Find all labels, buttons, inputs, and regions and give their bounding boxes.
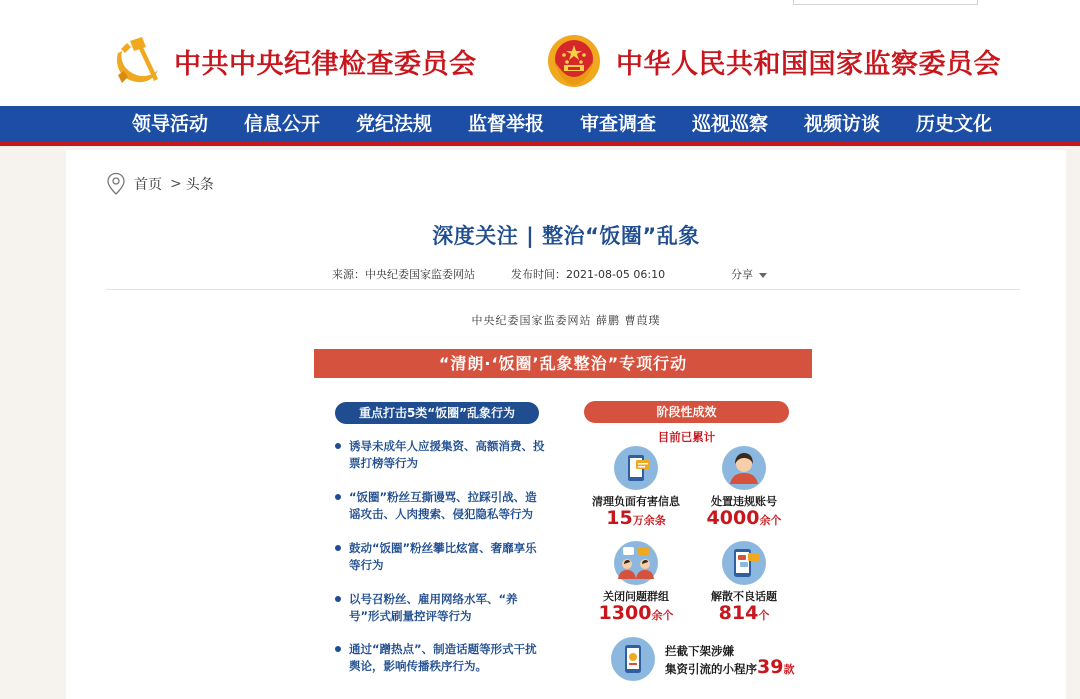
nsc-logo[interactable]	[546, 36, 1001, 86]
nav-list	[114, 106, 1010, 142]
divider	[106, 289, 1020, 290]
list-item: “饭圈”粉丝互撕谩骂、拉踩引战、造谣攻击、人肉搜索、侵犯隐私等行为	[333, 489, 548, 523]
infographic-right-header: 阶段性成效	[584, 401, 789, 423]
list-item: 通过“蹭热点”、制造话题等形式干扰舆论，影响传播秩序行为。	[333, 641, 548, 675]
stat-label: 解散不良话题	[711, 590, 777, 603]
nsc-title: 中华人民共和国国家监察委员会	[616, 48, 1001, 80]
nav-item-investigation[interactable]: 审查调查	[579, 113, 656, 135]
bullet-dot-icon	[335, 596, 341, 602]
bullet-dot-icon	[335, 494, 341, 500]
infographic-image	[314, 349, 812, 699]
stat-value: 39	[757, 656, 784, 678]
stat-last-text	[665, 643, 794, 678]
nav-item-info-disclosure[interactable]: 信息公开	[243, 113, 320, 135]
main-nav	[0, 106, 1080, 146]
user-avatar-icon	[722, 446, 766, 490]
stat-dissolved-topics	[684, 541, 804, 625]
stat-closed-groups	[576, 541, 696, 625]
stat-label: 清理负面有害信息	[592, 495, 680, 508]
article-byline: 中央纪委国家监委网站 薛鹏 曹葭璞	[471, 314, 661, 327]
national-emblem-icon	[546, 33, 602, 89]
stat-mini-programs	[611, 637, 811, 687]
nav-item-regulations[interactable]: 党纪法规	[355, 113, 432, 135]
stat-label: 关闭问题群组	[603, 590, 669, 603]
phone-message-icon	[614, 446, 658, 490]
stat-label: 处置违规账号	[711, 495, 777, 508]
breadcrumb-home[interactable]: 首页	[134, 177, 162, 193]
stat-cleaned-info	[576, 446, 696, 530]
stat-violating-accounts	[684, 446, 804, 530]
nav-item-video[interactable]: 视频访谈	[803, 113, 880, 135]
stat-value: 15万余条	[606, 507, 666, 529]
nav-item-history[interactable]: 历史文化	[915, 113, 992, 135]
article-title: 深度关注 | 整治“饭圈”乱象	[432, 224, 700, 248]
article-source: 来源：中央纪委国家监委网站	[332, 268, 475, 281]
infographic-left-header: 重点打击5类“饭圈”乱象行为	[335, 402, 539, 424]
party-emblem-icon	[108, 33, 164, 89]
site-header	[0, 0, 1080, 106]
infographic-subheader: 目前已累计	[657, 430, 716, 444]
share-button[interactable]	[731, 266, 767, 282]
stat-label-line2: 集资引流的小程序39款	[665, 656, 795, 678]
article-container	[66, 150, 1066, 699]
list-item: 诱导未成年人应援集资、高额消费、投票打榜等行为	[333, 438, 548, 472]
bullet-dot-icon	[335, 443, 341, 449]
breadcrumb-separator: >	[170, 176, 182, 192]
nav-item-leadership[interactable]: 领导活动	[131, 113, 208, 135]
article-publish-time: 发布时间：2021-08-05 06:10	[511, 268, 666, 281]
location-pin-icon	[106, 172, 126, 196]
breadcrumb-current[interactable]: 头条	[185, 177, 214, 193]
nav-item-report[interactable]: 监督举报	[467, 113, 544, 135]
ccdi-logo[interactable]	[108, 36, 477, 86]
mini-program-icon	[611, 637, 655, 681]
list-item: 以号召粉丝、雇用网络水军、“养号”形式刷量控评等行为	[333, 591, 548, 625]
ccdi-title: 中共中央纪律检查委员会	[174, 48, 477, 80]
stat-unit: 款	[783, 663, 795, 676]
bullet-dot-icon	[335, 545, 341, 551]
nav-item-inspection[interactable]: 巡视巡察	[691, 113, 768, 135]
group-users-icon	[614, 541, 658, 585]
chevron-down-icon	[759, 273, 767, 278]
stat-label: 拦截下架涉嫌	[665, 644, 734, 658]
phone-chat-icon	[722, 541, 766, 585]
bullet-dot-icon	[335, 646, 341, 652]
breadcrumb	[106, 172, 214, 196]
article-meta	[66, 266, 1066, 282]
search-input[interactable]	[793, 0, 978, 5]
infographic-banner: “清朗·‘饭圈’乱象整治”专项行动	[314, 349, 812, 378]
stat-value: 814个	[718, 602, 770, 624]
share-label: 分享	[731, 268, 753, 281]
stat-value: 1300余个	[598, 602, 674, 624]
stat-value: 4000余个	[706, 507, 782, 529]
list-item: 鼓动“饭圈”粉丝攀比炫富、奢靡享乐等行为	[333, 540, 548, 574]
